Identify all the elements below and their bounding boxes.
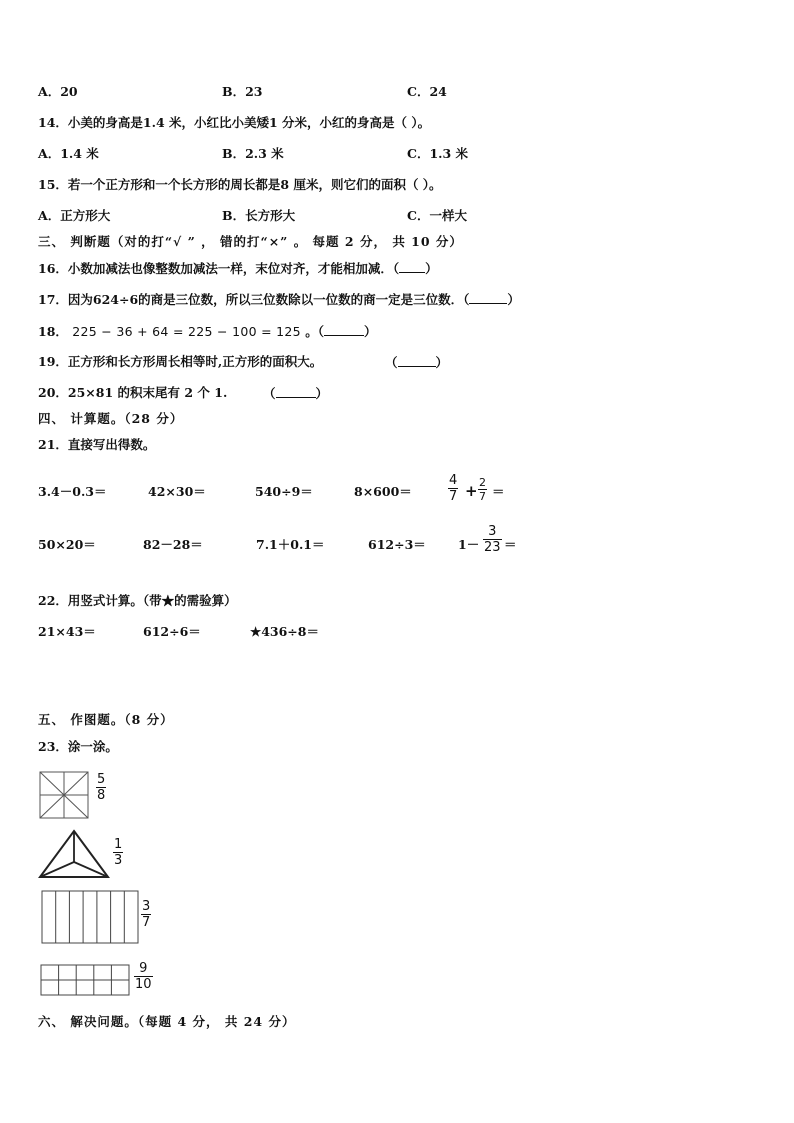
q18-number: 18． [38, 324, 68, 339]
q20-answer-blank[interactable] [276, 385, 316, 398]
q16-question [38, 260, 438, 277]
q21-item: 7.1＋0.1＝ [256, 537, 325, 552]
section-6-title: 六、 解决问题。（每题 4 分， 共 24 分） [38, 1014, 296, 1029]
q21-item: 42×30＝ [148, 484, 206, 499]
plus-sign: + [465, 482, 478, 500]
numerator: 5 [97, 772, 106, 787]
q14-option-a: A．1.4 米 [38, 146, 99, 161]
denominator: 7 [142, 915, 151, 930]
q21-title: 21．直接写出得数。 [38, 437, 156, 452]
square-eighths-figure [39, 771, 89, 819]
fraction-5-8 [96, 772, 106, 803]
q20-paren-open: （ [263, 386, 276, 401]
q21-item: 8×600＝ [354, 484, 412, 499]
q15-option-c: C．一样大 [407, 208, 467, 223]
q21-item: 540÷9＝ [255, 484, 313, 499]
q21-item: 82－28＝ [143, 537, 203, 552]
numerator: 3 [142, 899, 151, 914]
q13-option-b: B．23 [222, 84, 263, 99]
q19-text: 19．正方形和长方形周长相等时,正方形的面积大。 [38, 354, 323, 369]
denominator: 7 [479, 490, 486, 503]
q21-item: 50×20＝ [38, 537, 96, 552]
q13-option-a: A．20 [38, 84, 78, 99]
q22-title: 22．用竖式计算。（带★的需验算） [38, 593, 237, 608]
q16-paren-close: ） [425, 261, 438, 276]
grid-tenths-figure [40, 964, 130, 996]
q18-expression: 225 − 36 + 64 = 225 − 100 = 125 [72, 324, 301, 339]
q19-paren-close: ） [435, 355, 449, 370]
q18-question [38, 323, 377, 340]
q22-item: 21×43＝ [38, 624, 96, 639]
q22-item: 612÷6＝ [143, 624, 201, 639]
q16-answer-blank[interactable] [399, 260, 425, 273]
section-3-title: 三、 判断题（对的打“√ ” ， 错的打“×” 。 每题 2 分， 共 10 分） [38, 234, 463, 249]
q13-option-c: C．24 [407, 84, 447, 99]
denominator: 7 [449, 489, 458, 504]
one-minus: 1－ [458, 537, 480, 552]
q14-option-c: C．1.3 米 [407, 146, 469, 161]
q17-paren-close: ） [507, 292, 520, 307]
q15-question: 15．若一个正方形和一个长方形的周长都是8 厘米，则它们的面积（ ）。 [38, 177, 442, 192]
numerator: 1 [114, 837, 123, 852]
section-4-title: 四、 计算题。（28 分） [38, 411, 184, 426]
numerator: 2 [479, 476, 486, 489]
section-5-title: 五、 作图题。（8 分） [38, 712, 174, 727]
equals-sign: ＝ [492, 484, 505, 499]
q20-answer [263, 385, 328, 402]
q14-question: 14．小美的身高是1.4 米，小红比小美矮1 分米，小红的身高是（ ）。 [38, 115, 431, 130]
q17-text: 17．因为624÷6的商是三位数，所以三位数除以一位数的商一定是三位数．（ [38, 292, 470, 307]
fraction-1-3 [113, 837, 123, 868]
rectangle-sevenths-figure [41, 890, 139, 944]
numerator: 3 [488, 524, 497, 539]
denominator: 3 [114, 853, 123, 868]
fraction-9-10 [134, 961, 153, 992]
q21-fraction-4-7 [448, 473, 458, 504]
q22-item: ★436÷8＝ [250, 624, 319, 639]
numerator: 9 [139, 961, 148, 976]
q19-answer-blank[interactable] [398, 354, 436, 367]
q21-item: 3.4－0.3＝ [38, 484, 107, 499]
numerator: 4 [449, 473, 458, 488]
q18-paren-close: ） [364, 324, 377, 339]
q20-text: 20．25×81 的积末尾有 2 个 1. [38, 385, 228, 400]
q17-answer-blank[interactable] [469, 291, 507, 304]
q23-title: 23．涂一涂。 [38, 739, 118, 754]
q16-text: 16．小数加减法也像整数加减法一样，末位对齐，才能相加减．（ [38, 261, 400, 276]
denominator: 23 [484, 540, 501, 555]
q19-paren-open: （ [385, 355, 398, 370]
q20-question [38, 385, 227, 401]
q18-answer-blank[interactable] [324, 323, 364, 336]
q21-fraction-3-23 [483, 524, 502, 555]
q19-question [38, 354, 322, 370]
q17-question [38, 291, 520, 308]
q21-item: 612÷3＝ [368, 537, 426, 552]
equals-sign: ＝ [504, 537, 517, 552]
q20-paren-close: ） [315, 386, 329, 401]
triangle-thirds-figure [38, 829, 110, 879]
q19-answer [385, 354, 448, 371]
denominator: 10 [135, 977, 152, 992]
q18-paren-open: 。（ [305, 324, 325, 339]
denominator: 8 [97, 788, 106, 803]
q15-option-b: B．长方形大 [222, 208, 296, 223]
q21-fraction-2-7 [478, 476, 487, 503]
fraction-3-7 [141, 899, 151, 930]
q14-option-b: B．2.3 米 [222, 146, 284, 161]
q15-option-a: A．正方形大 [38, 208, 111, 223]
